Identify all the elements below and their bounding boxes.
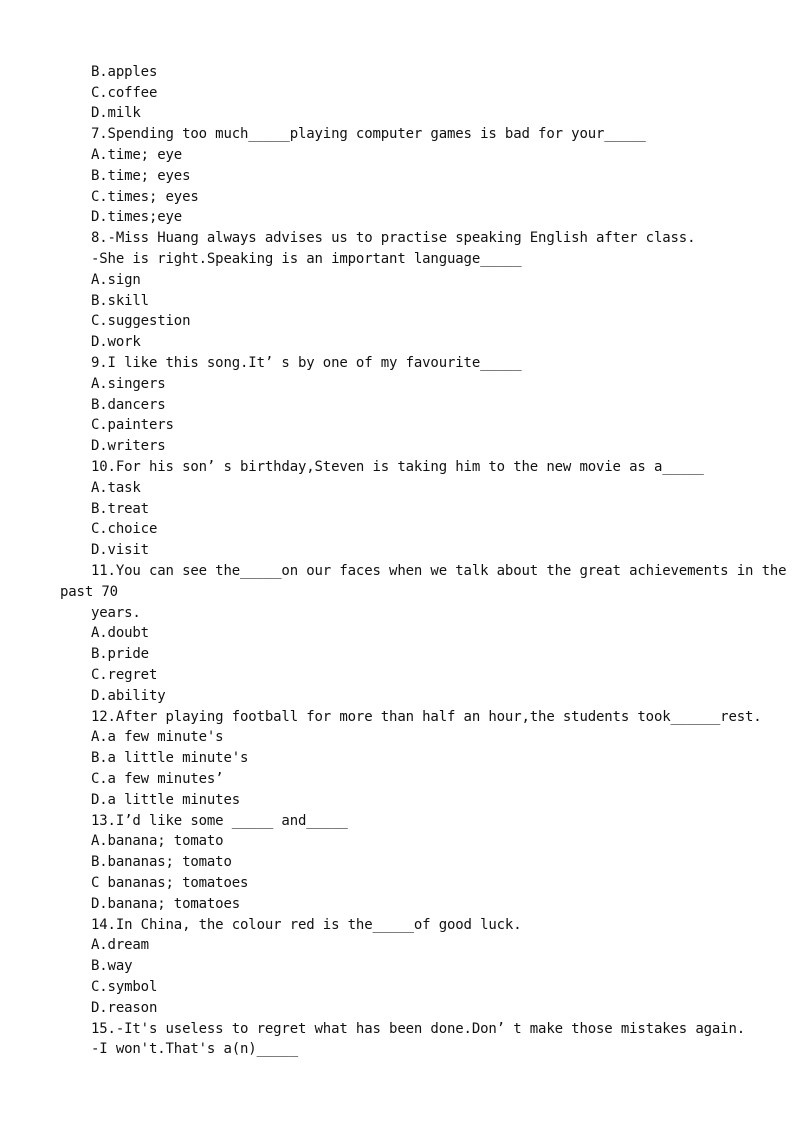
question-10: 10.For his son’ s birthday,Steven is taking him to the new movie as a_____ bbox=[91, 459, 704, 475]
question-15: 15.-It's useless to regret what has been done.Don’ t make those mistakes again. bbox=[91, 1021, 746, 1037]
option-a: A.sign bbox=[91, 272, 141, 288]
option-c: C.a few minutes’ bbox=[91, 771, 224, 787]
question-15-reply: -I won't.That's a(n)_____ bbox=[91, 1041, 298, 1057]
option-d: D.a little minutes bbox=[91, 792, 241, 808]
option-c: C.painters bbox=[91, 417, 174, 433]
option-b: B.a little minute's bbox=[91, 750, 249, 766]
option-c: C.times; eyes bbox=[91, 189, 199, 205]
question-9: 9.I like this song.It’ s by one of my favourite_____ bbox=[91, 355, 522, 371]
option-a: A.banana; tomato bbox=[91, 833, 224, 849]
option-a: A.dream bbox=[91, 937, 149, 953]
option-d: D.times;eye bbox=[91, 209, 183, 225]
option-d: D.banana; tomatoes bbox=[91, 896, 241, 912]
option-c: C bananas; tomatoes bbox=[91, 875, 249, 891]
option-d: D.writers bbox=[91, 438, 166, 454]
option-c: C.symbol bbox=[91, 979, 158, 995]
option-b: B.treat bbox=[91, 501, 149, 517]
option-c: C.choice bbox=[91, 521, 158, 537]
option-a: A.time; eye bbox=[91, 147, 183, 163]
question-8: 8.-Miss Huang always advises us to practise speaking English after class. bbox=[91, 230, 696, 246]
option-d: D.ability bbox=[91, 688, 166, 704]
option-a: A.doubt bbox=[91, 625, 149, 641]
option-b: B.skill bbox=[91, 293, 149, 309]
option-d: D.reason bbox=[91, 1000, 158, 1016]
option-a: A.task bbox=[91, 480, 141, 496]
option-b: B.time; eyes bbox=[91, 168, 191, 184]
option-a: A.singers bbox=[91, 376, 166, 392]
option-c: C.suggestion bbox=[91, 313, 191, 329]
option-b: B.apples bbox=[91, 64, 158, 80]
option-d: D.visit bbox=[91, 542, 149, 558]
question-11-wrap: past 70 bbox=[60, 584, 118, 600]
question-8-reply: -She is right.Speaking is an important language_____ bbox=[91, 251, 522, 267]
option-b: B.way bbox=[91, 958, 133, 974]
option-a: A.a few minute's bbox=[91, 729, 224, 745]
option-c: C.regret bbox=[91, 667, 158, 683]
question-14: 14.In China, the colour red is the_____of good luck. bbox=[91, 917, 522, 933]
option-b: B.dancers bbox=[91, 397, 166, 413]
question-12: 12.After playing football for more than half an hour,the students took______rest. bbox=[91, 709, 762, 725]
option-d: D.milk bbox=[91, 105, 141, 121]
question-11: 11.You can see the_____on our faces when we talk about the great achievements in the bbox=[91, 563, 787, 579]
option-d: D.work bbox=[91, 334, 141, 350]
question-13: 13.I’d like some _____ and_____ bbox=[91, 813, 348, 829]
question-7: 7.Spending too much_____playing computer games is bad for your_____ bbox=[91, 126, 646, 142]
question-11-wrap: years. bbox=[91, 605, 141, 621]
option-b: B.pride bbox=[91, 646, 149, 662]
option-c: C.coffee bbox=[91, 85, 158, 101]
option-b: B.bananas; tomato bbox=[91, 854, 232, 870]
